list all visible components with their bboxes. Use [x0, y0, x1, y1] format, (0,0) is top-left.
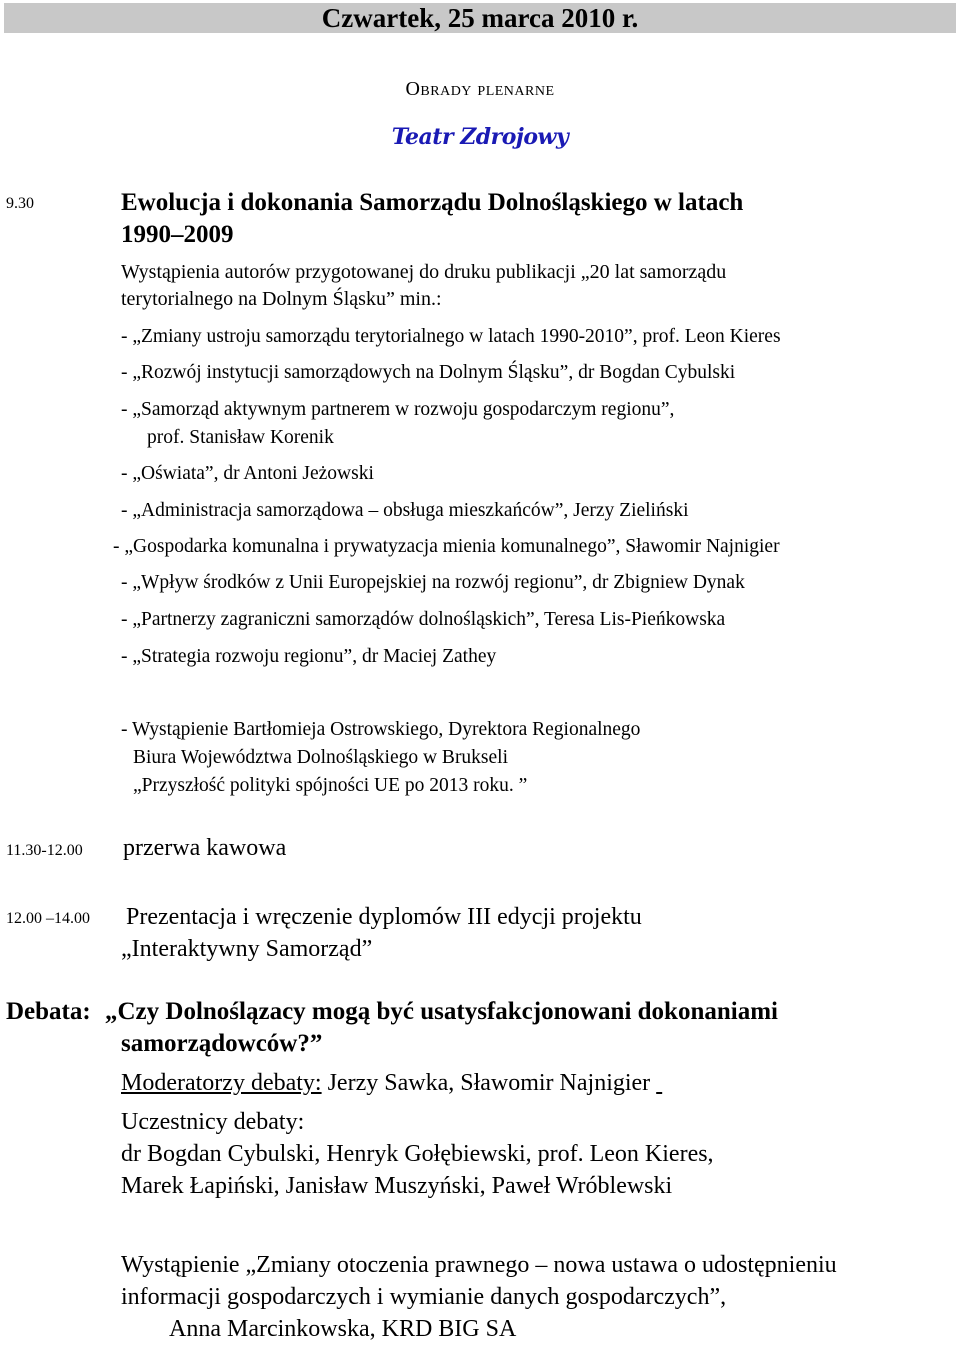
talk-item: - „Rozwój instytucji samorządowych na Dolnym Śląsku”, dr Bogdan Cybulski [121, 362, 736, 383]
moderators-names: Jerzy Sawka, Sławomir Najnigier [321, 1070, 657, 1096]
talk-item: - „Wpływ środków z Unii Europejskiej na rozwój regionu”, dr Zbigniew Dynak [121, 572, 745, 593]
session1-intro-line1: Wystąpienia autorów przygotowanej do druku publikacji „20 lat samorządu [121, 261, 727, 283]
debate-title-line1: „Czy Dolnoślązacy mogą być usatysfakcjonowani dokonaniami [105, 998, 778, 1025]
final-talk-line1: Wystąpienie „Zmiany otoczenia prawnego – nowa ustawa o udostępnieniu [121, 1252, 837, 1278]
awards-line1: Prezentacja i wręczenie dyplomów III edycji projektu [126, 904, 642, 930]
session1-title-line2: 1990–2009 [121, 221, 234, 248]
break-label: przerwa kawowa [123, 835, 287, 861]
session1-title-line1: Ewolucja i dokonania Samorządu Dolnośląskiego w latach [121, 189, 744, 216]
final-talk-line2: informacji gospodarczych i wymianie danych gospodarczych”, [121, 1284, 727, 1310]
moderators-label: Moderatorzy debaty: [121, 1070, 322, 1096]
participants-line1: dr Bogdan Cybulski, Henryk Gołębiewski, prof. Leon Kieres, [121, 1141, 714, 1167]
awards-line2: „Interaktywny Samorząd” [121, 936, 373, 962]
date-heading: Czwartek, 25 marca 2010 r. [321, 3, 639, 33]
extra-talk-line2: Biura Województwa Dolnośląskiego w Brukseli [133, 747, 509, 768]
extra-talk-line3: „Przyszłość polityki spójności UE po 2013 roku. ” [133, 775, 528, 796]
talk-item: - „Gospodarka komunalna i prywatyzacja mienia komunalnego”, Sławomir Najnigier [113, 536, 780, 557]
talk-item: - „Oświata”, dr Antoni Jeżowski [121, 463, 374, 484]
talk-item: - „Administracja samorządowa – obsługa mieszkańców”, Jerzy Zieliński [121, 500, 689, 521]
moderators-trailing-underline [656, 1070, 662, 1096]
talk-item-continuation: prof. Stanisław Korenik [147, 427, 334, 448]
session1-time: 9.30 [6, 195, 34, 212]
participants-line2: Marek Łapiński, Janisław Muszyński, Paweł Wróblewski [121, 1173, 673, 1199]
session1-intro-line2: terytorialnego na Dolnym Śląsku” min.: [121, 288, 442, 310]
debate-label: Debata: [6, 998, 91, 1025]
participants-label: Uczestnicy debaty: [121, 1109, 305, 1135]
talk-item: - „Strategia rozwoju regionu”, dr Maciej Zathey [121, 646, 497, 667]
moderators-line [121, 1067, 662, 1099]
venue-label: Teatr Zdrojowy [391, 124, 569, 150]
talk-item: - „Samorząd aktywnym partnerem w rozwoju gospodarczym regionu”, [121, 399, 675, 420]
awards-time: 12.00 –14.00 [6, 910, 90, 927]
talk-item: - „Zmiany ustroju samorządu terytorialnego w latach 1990-2010”, prof. Leon Kieres [121, 326, 781, 347]
talk-item: - „Partnerzy zagraniczni samorządów dolnośląskich”, Teresa Lis-Pieńkowska [121, 609, 726, 630]
extra-talk-line1: - Wystąpienie Bartłomieja Ostrowskiego, Dyrektora Regionalnego [121, 719, 641, 740]
final-talk-line3: Anna Marcinkowska, KRD BIG SA [169, 1316, 517, 1342]
debate-title-line2: samorządowców?” [121, 1030, 323, 1057]
section-heading: Obrady plenarne [405, 78, 555, 100]
break-time: 11.30-12.00 [6, 842, 83, 859]
